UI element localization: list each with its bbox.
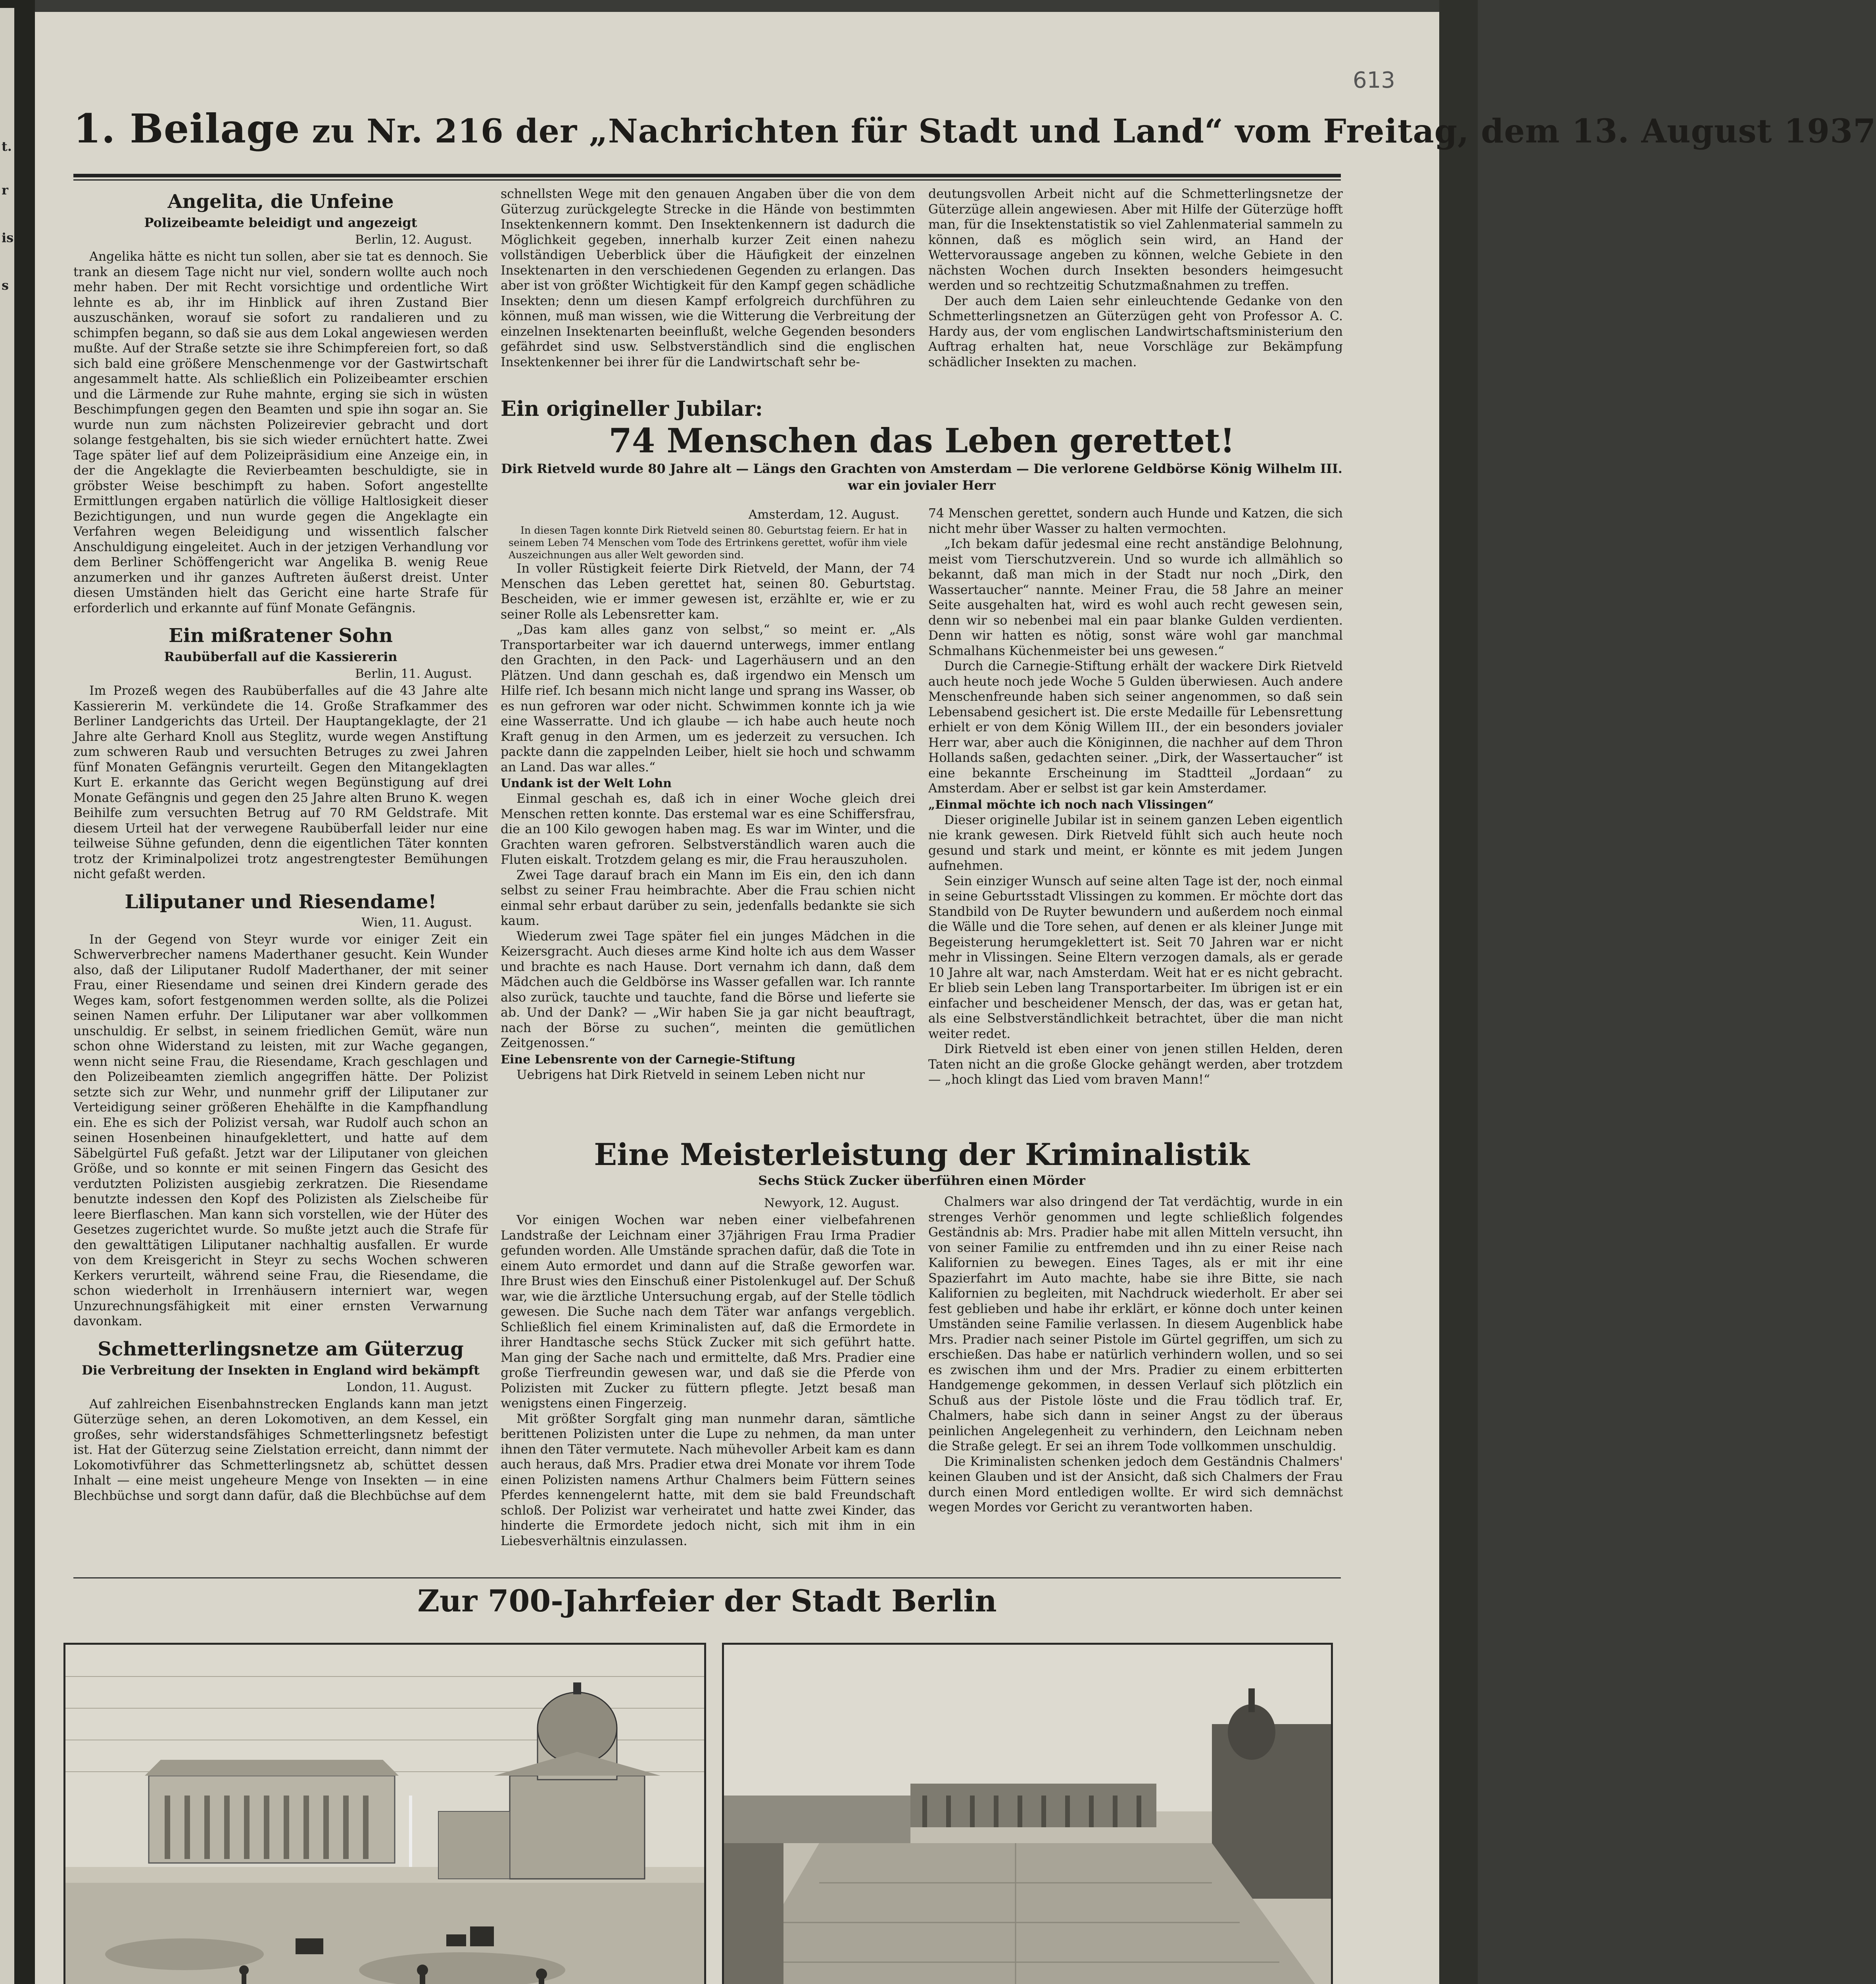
article-paragraph: „Das kam alles ganz von selbst,“ so meint er. „Als Transportarbeiter war ich dauernd unterwegs, immer entlang den Grachten, in den Pack- und Lagerhäusern und an den Plätzen. Und dann geschah es, daß irgendwo ein Mensch um Hilfe rief. Ich besann mich nicht lange und sprang ins Wasser, ob es nun gefroren war oder nicht. Schwimmen konnte ich ja wie eine Wasserratte. Und ich glaube — ich habe auch heute noch Kraft genug in den Armen, um es jederzeit zu versuchen. Ich packte dann die zappelnden Leiber, hielt sie hoch und schwamm an Land. Das war alles.“ — [501, 623, 915, 775]
binding-edge — [0, 0, 35, 1984]
article-paragraph: Uebrigens hat Dirk Rietveld in seinem Leben nicht nur — [517, 1067, 865, 1082]
article-paragraph: Der auch dem Laien sehr einleuchtende Gedanke von den Schmetterlingsnetzen an Güterzügen geht von Professor A. C. Hardy aus, der vom englischen Landwirtschaftsministerium den Auftrag erhalten hat, neue Vorschläge zur Bekämpfung schädlicher Insekten zu machen. — [928, 294, 1343, 369]
article-paragraph: Dieser originelle Jubilar ist in seinem ganzen Leben eigentlich nie krank gewesen. Dirk Rietveld fühlt sich auch heute noch gesund und stark und meint, er könnte es mit jedem Jungen aufnehmen. — [928, 813, 1343, 873]
article-paragraph: Mit größter Sorgfalt ging man nunmehr daran, sämtliche berittenen Polizisten unter die Lupe zu nehmen, da man unter ihnen den Täter vermutete. Nach mühevoller Arbeit kam es dann auch heraus, daß Mrs. Pradier etwa drei Monate vor ihrem Tode einen Polizisten namens Arthur Chalmers beim Füttern seines Pferdes kennengelernt hatte, mit dem sie bald Freundschaft schloß. Der Polizist war verheiratet und hatte zwei Kinder, das hinderte die Ermordete jedoch nicht, sich mit ihm in ein Liebesverhältnis einzulassen. — [501, 1411, 915, 1548]
masthead — [73, 105, 1876, 152]
jubilar-header — [501, 397, 1343, 494]
article-headline: Eine Meisterleistung der Kriminalistik — [594, 1137, 1250, 1172]
page-number: 613 — [1353, 67, 1395, 93]
article-paragraph: Einmal geschah es, daß ich in einer Woche gleich drei Menschen retten konnte. Das erstemal war es eine Schiffersfrau, die an 100 Kilo gewogen haben mag. Es war im Winter, und die Grachten waren gefroren. Selbstverständlich waren auch die Fluten eiskalt. Trotzdem gelang es mir, die Frau herauszuholen. — [501, 792, 915, 867]
article-paragraph: Die Kriminalisten schenken jedoch dem Geständnis Chalmers' keinen Glauben und ist der Ansicht, daß sich Chalmers der Frau durch einen Mord entledigen wollte. Er wird sich demnächst wegen Mordes vor Gericht zu verantworten haben. — [928, 1454, 1343, 1515]
article-subhead: „Einmal möchte ich noch nach Vlissingen“ — [928, 798, 1214, 812]
article-dateline: Berlin, 12. August. — [355, 233, 472, 247]
article-subheadline: Dirk Rietveld wurde 80 Jahre alt — Längs den Grachten von Amsterdam — Die verlorene Geldbörse König Wilhelm III. war ein jovialer Herr — [501, 461, 1342, 493]
binding-text: r — [2, 183, 8, 198]
kriminalistik-column-left — [501, 1194, 915, 1549]
article-subheadline: Die Verbreitung der Insekten in England wird bekämpft — [82, 1362, 480, 1378]
article-headline: Liliputaner und Riesendame! — [125, 890, 437, 913]
article-paragraph: In der Gegend von Steyr wurde vor einiger Zeit ein Schwerverbrecher namens Maderthaner gesucht. Kein Wunder also, daß der Liliputaner Rudolf Maderthaner, der mit seiner Frau, einer Riesendame und seinen drei Kindern gerade des Weges kam, sofort festgenommen werden sollte, als die Polizei seinen Namen erfuhr. Der Liliputaner war aber vollkommen unschuldig. Er selbst, in seinem friedlichen Gemüt, wäre nun schon ohne Widerstand zu leisten, mit zur Wache gegangen, wenn nicht seine Frau, die Riesendame, Krach geschlagen und den Polizeibeamten ziemlich angegriffen hätte. Der Polizist setzte sich zur Wehr, und nunmehr griff der Liliputaner zur Verteidigung seiner größeren Ehehälfte in die Kampfhandlung ein. Ehe es sich der Polizist versah, war Rudolf auch schon an seinen Hosenbeinen hinaufgeklettert, und hatte auf dem Säbelgürtel Fuß gefaßt. Jetzt war der Liliputaner von gleichen Größe, und so konnte er mit seinen Fingern das Gesicht des verdutzten Polizisten ausgiebig zerkratzen. Die Riesendame benutzte indessen den Kopf des Polizisten als Zielscheibe für leere Bierflaschen. Man kann sich vorstellen, wie der Hüter des Gesetzes zugerichtet wurde. So mußte jetzt auch die Strafe für den gewalttätigen Liliputaner nachhaltig ausfallen. Er wurde von dem Kreisgericht in Steyr zu sechs Wochen schweren Kerkers verurteilt, während seine Frau, die Riesendame, die schon wiederholt in Irrenhäusern interniert war, wegen Unzurechnungsfähigkeit mit einer ernsten Verwarnung davonkam. — [73, 932, 488, 1328]
jubilar-column-right — [928, 506, 1343, 1088]
jubilar-column-left — [501, 506, 915, 1082]
article-subheadline: Sechs Stück Zucker überführen einen Mörder — [758, 1173, 1085, 1188]
masthead-rule — [73, 174, 1341, 177]
article-headline: Ein mißratener Sohn — [169, 625, 393, 647]
masthead-part: 1. Beilage — [73, 105, 300, 152]
new-berlin-photo — [722, 1643, 1333, 1984]
article-paragraph: Im Prozeß wegen des Raubüberfalles auf die 43 Jahre alte Kassiererin M. verkündete die 14. Große Strafkammer des Berliner Landgerichts das Urteil. Der Hauptangeklagte, der 21 Jahre alte Gerhard Knoll aus Steglitz, wurde wegen Anstiftung zum schweren Raub und versuchten Betruges zu zwei Jahren fünf Monaten Gefängnis verurteilt. Gegen den Mitangeklagten Kurt E. erkannte das Gericht wegen Begünstigung auf drei Monate Gefängnis und gegen den 25 Jahre alten Bruno K. wegen Beihilfe zum versuchten Betrug auf 70 RM Geldstrafe. Mit diesem Urteil hat der verwegene Raubüberfall leider nur eine teilweise Sühne gefunden, denn die eigentlichen Täter konnten trotz der Kriminalpolizei trotz angestrengtester Bemühungen nicht gefaßt werden. — [73, 684, 488, 881]
article-subheadline: Raubüberfall auf die Kassiererin — [164, 649, 397, 664]
article-subhead: Eine Lebensrente von der Carnegie-Stiftung — [501, 1052, 795, 1067]
article-kicker: Ein origineller Jubilar: — [501, 397, 763, 421]
article-paragraph: Vor einigen Wochen war neben einer vielbefahrenen Landstraße der Leichnam einer 37jährigen Frau Irma Pradier gefunden worden. Alle Umstände sprachen dafür, daß die Tote in einem Auto ermordet und dann auf die Straße geworfen war. Ihre Brust wies den Einschuß einer Pistolenkugel auf. Der Schuß war, wie die ärztliche Untersuchung ergab, auf der Stelle tödlich gewesen. Die Suche nach dem Täter war anfangs vergeblich. Schließlich fiel einem Kriminalisten auf, daß die Ermordete in ihrer Handtasche sechs Stück Zucker mit sich geführt hatte. Man ging der Sache nach und ermittelte, daß Mrs. Pradier eine große Tierfreundin gewesen war, und daß sie die Pferde von Polizisten mit Zucker zu füttern pflegte. Jetzt besaß man wenigstens einen Fingerzeig. — [501, 1213, 915, 1411]
column-1 — [73, 186, 488, 1503]
article-headline: Schmetterlingsnetze am Güterzug — [98, 1338, 464, 1360]
article-paragraph: Chalmers war also dringend der Tat verdächtig, wurde in ein strenges Verhör genommen und legte schließlich folgendes Geständnis ab: Mrs. Pradier habe mit allen Mitteln versucht, ihn von seiner Familie zu entfremden und ihn zu einer Reise nach Kalifornien zu bewegen. Eines Tages, als er mit ihr eine Spazierfahrt im Auto machte, habe sie ihre Bitte, sie nach Kalifornien zu begleiten, mit Nachdruck wiederholt. Er aber sei fest geblieben und habe ihr erklärt, er könne doch unter keinen Umständen seine Familie verlassen. In diesem Augenblick habe Mrs. Pradier nach seiner Pistole im Gürtel gegriffen, um sich zu erschießen. Das habe er natürlich verhindern wollen, und so sei es zwischen ihm und der Mrs. Pradier zu einem erbitterten Handgemenge gekommen, in dessen Verlauf sich plötzlich ein Schuß aus der Pistole löste und die Frau tödlich traf. Er, Chalmers, habe sich dann in seiner Angst zu der überaus peinlichen Angelegenheit zu verhindern, den Leichnam neben die Straße gelegt. Er sei an ihrem Tode vollkommen unschuldig. — [928, 1195, 1343, 1453]
article-headline: 74 Menschen das Leben gerettet! — [609, 421, 1235, 460]
article-subheadline: Polizeibeamte beleidigt und angezeigt — [144, 215, 417, 230]
article-dateline: Berlin, 11. August. — [355, 667, 472, 681]
article-dateline: Newyork, 12. August. — [764, 1196, 899, 1210]
article-paragraph: Sein einziger Wunsch auf seine alten Tage ist der, noch einmal in seine Geburtsstadt Vlissingen zu kommen. Er möchte dort das Standbild von De Ruyter bewundern und außerdem noch einmal die Wälle und die Tore sehen, auf denen er als kleiner Junge mit Begeisterung herumgeklettert ist. Seit 70 Jahren war er nicht mehr in Vlissingen. Seine Eltern verzogen damals, als er gerade 10 Jahre alt war, nach Amsterdam. Weit hat er es nicht gebracht. Er blieb sein Leben lang Transportarbeiter. Im übrigen ist er ein einfacher und bescheidener Mensch, der das, was er getan hat, als eine Selbstverständlichkeit betrachtet, über die man nicht weiter redet. — [928, 874, 1343, 1041]
column-2-top — [501, 186, 915, 370]
article-paragraph: 74 Menschen gerettet, sondern auch Hunde und Katzen, die sich nicht mehr über Wasser zu halten vermochten. — [928, 506, 1343, 536]
section-rule — [73, 1577, 1341, 1578]
article-paragraph: Durch die Carnegie-Stiftung erhält der wackere Dirk Rietveld auch heute noch jede Woche 5 Gulden überwiesen. Auch andere Menschenfreunde haben sich seiner angenommen, so daß sein Lebensabend gesichert ist. Die erste Medaille für Lebensrettung erhielt er von dem König Willem III., der ein besonders jovialer Herr war, aber auch die Königinnen, die nachher auf dem Thron Hollands saßen, gedachten seiner. „Dirk, der Wassertaucher“ ist eine bekannte Erscheinung im Stadtteil „Jordaan“ zu Amsterdam. Aber er selbst ist gar kein Amsterdamer. — [928, 659, 1343, 796]
binding-text: s — [2, 278, 9, 293]
article-dateline: London, 11. August. — [346, 1380, 472, 1394]
article-paragraph: Angelika hätte es nicht tun sollen, aber sie tat es dennoch. Sie trank an diesem Tage nicht nur viel, sondern wollte auch noch mehr haben. Der mit Recht vorsichtige und ordentliche Wirt lehnte es ab, ihr im Hinblick auf ihren Zustand Bier auszuschänken, worauf sie sofort zu randalieren und zu schimpfen begann, so daß sie aus dem Lokal angewiesen werden mußte. Auf der Straße setzte sie ihre Schimpfereien fort, so daß sich bald eine größere Menschenmenge vor der Gastwirtschaft angesammelt hatte. Als schließlich ein Polizeibeamter erschien und die Lärmende zur Ruhe mahnte, erging sie sich in wüsten Beschimpfungen gegen den Beamten und spie ihn sogar an. Sie wurde nun zum nächsten Polizeirevier gebracht und dort solange festgehalten, bis sie sich wieder ernüchtert hatte. Zwei Tage später lief auf dem Polizeipräsidium eine Anzeige ein, in der die Angeklagte die Revierbeamten beschuldigte, sie in gröbster Weise beschimpft zu haben. Sofort angestellte Ermittlungen ergaben natürlich die völlige Haltlosigkeit dieser Bezichtigungen, und nun wurde gegen die Angeklagte ein Verfahren wegen Beleidigung und wissentlich falscher Anschuldigung eingeleitet. Auch in der jetzigen Verhandlung vor dem Berliner Schöffengericht war Angelika B. wenig Reue anzumerken und ihr ganzes Auftreten äußerst dreist. Unter diesen Umständen hielt das Gericht eine harte Strafe für erforderlich und erkannte auf fünf Monate Gefängnis. — [73, 250, 488, 615]
article-paragraph: Zwei Tage darauf brach ein Mann im Eis ein, den ich dann selbst zu seiner Frau heimbrachte. Aber die Frau schien nicht einmal sehr erbaut darüber zu sein, jedenfalls bedankte sie sich kaum. — [501, 868, 915, 928]
article-paragraph: Wiederum zwei Tage später fiel ein junges Mädchen in die Keizersgracht. Auch dieses arme Kind holte ich aus dem Wasser und brachte es nach Hause. Dort vernahm ich dann, daß dem Mädchen auch die Geldbörse ins Wasser gefallen war. Ich rannte also zurück, tauchte und tauchte, fand die Börse und lieferte sie ab. Und der Dank? — „Wir haben Sie ja gar nicht beauftragt, nach der Börse zu suchen“, meinten die gemütlichen Zeitgenossen.“ — [501, 929, 915, 1050]
previous-page-strip — [0, 8, 14, 1984]
article-paragraph: Dirk Rietveld ist eben einer von jenen stillen Helden, deren Taten nicht an die große Glocke gehängt werden, aber trotzdem — „hoch klingt das Lied vom braven Mann!“ — [928, 1042, 1343, 1087]
binding-text: t. — [2, 139, 12, 154]
article-paragraph: Auf zahlreichen Eisenbahnstrecken Englands kann man jetzt Güterzüge sehen, an deren Lokomotiven, an dem Kessel, ein großes, sehr widerstandsfähiges Schmetterlingsnetz befestigt ist. Hat der Güterzug seine Zielstation erreicht, dann nimmt der Lokomotivführer das Schmetterlingsnetz ab, schüttet dessen Inhalt — eine meist ungeheure Menge von Insekten — in eine Blechbüchse und sorgt dann dafür, daß die Blechbüchse auf dem — [73, 1397, 488, 1503]
article-dateline: Wien, 11. August. — [361, 915, 472, 930]
article-lead: In diesen Tagen konnte Dirk Rietveld seinen 80. Geburtstag feiern. Er hat in seinem Leben 74 Menschen vom Tode des Ertrinkens gerettet, wofür ihm viele Auszeichnungen aus aller Welt geworden sind. — [509, 525, 907, 561]
column-3-top — [928, 186, 1343, 370]
old-berlin-lustgarten-image — [65, 1645, 704, 1984]
article-paragraph: „Ich bekam dafür jedesmal eine recht anständige Belohnung, meist vom Tierschutzverein. Und so wurde ich allmählich so bekannt, daß man mich in der Stadt nur noch „Dirk, den Wassertaucher“ nannte. Meiner Frau, die 58 Jahre an meiner Seite ausgehalten hat, wird es wohl auch recht gewesen sein, denn wir so nebenbei mal ein paar blanke Gulden verdienten. Denn wir hatten es nötig, sonst wäre wohl gar manchmal Schmalhans Küchenmeister bei uns gewesen.“ — [928, 537, 1343, 658]
article-headline: Angelita, die Unfeine — [167, 190, 394, 213]
binding-text: is — [2, 230, 14, 245]
article-paragraph: deutungsvollen Arbeit nicht auf die Schmetterlingsnetze der Güterzüge allein angewiesen. Aber mit Hilfe der Güterzüge hofft man, für die Insektenstatistik so viel Zahlenmaterial sammeln zu können, daß es möglich sein wird, an Hand der Wettervoraussage angeben zu können, welche Gebiete in den nächsten Wochen durch Insekten besonders heimgesucht werden und so rechtzeitig Schutzmaßnahmen zu treffen. — [928, 187, 1343, 293]
old-berlin-engraving — [63, 1643, 706, 1984]
article-dateline: Amsterdam, 12. August. — [748, 508, 899, 522]
masthead-subtitle: zu Nr. 216 der „Nachrichten für Stadt und Land“ vom Freitag, dem 13. August 1937 — [312, 112, 1876, 150]
kriminalistik-column-right — [928, 1194, 1343, 1515]
article-subhead: Undank ist der Welt Lohn — [501, 777, 672, 790]
new-berlin-lustgarten-image — [724, 1645, 1331, 1984]
article-paragraph: In voller Rüstigkeit feierte Dirk Rietveld, der Mann, der 74 Menschen das Leben gerettet hat, seinen 80. Geburtstag. Bescheiden, wie er immer gewesen ist, erzählte er, wie er zu seiner Rolle als Lebensretter kam. — [501, 561, 915, 622]
picture-section-title: Zur 700-Jahrfeier der Stadt Berlin — [417, 1583, 997, 1619]
article-paragraph: schnellsten Wege mit den genauen Angaben über die von dem Güterzug zurückgelegte Strecke in die Hände von bestimmten Insektenkennern kommt. Den Insektenkennern ist dadurch die Möglichkeit gegeben, innerhalb kurzer Zeit einen nahezu vollständigen Ueberblick über die Häufigkeit der einzelnen Insektenarten in den verschiedenen Gegenden zu erlangen. Das aber ist von größter Wichtigkeit für den Kampf gegen schädliche Insekten; denn um diesen Kampf erfolgreich durchführen zu können, muß man wissen, wie die Witterung die Verbreitung der einzelnen Insektenarten beeinflußt, welche Gegenden besonders gefährdet sind usw. Selbstverständlich sind die englischen Insektenkenner bei ihrer für die Landwirtschaft sehr be- — [501, 187, 915, 369]
scan-right-edge — [1439, 0, 1478, 1984]
kriminalistik-header — [501, 1137, 1343, 1189]
masthead-rule-thin — [73, 179, 1341, 181]
